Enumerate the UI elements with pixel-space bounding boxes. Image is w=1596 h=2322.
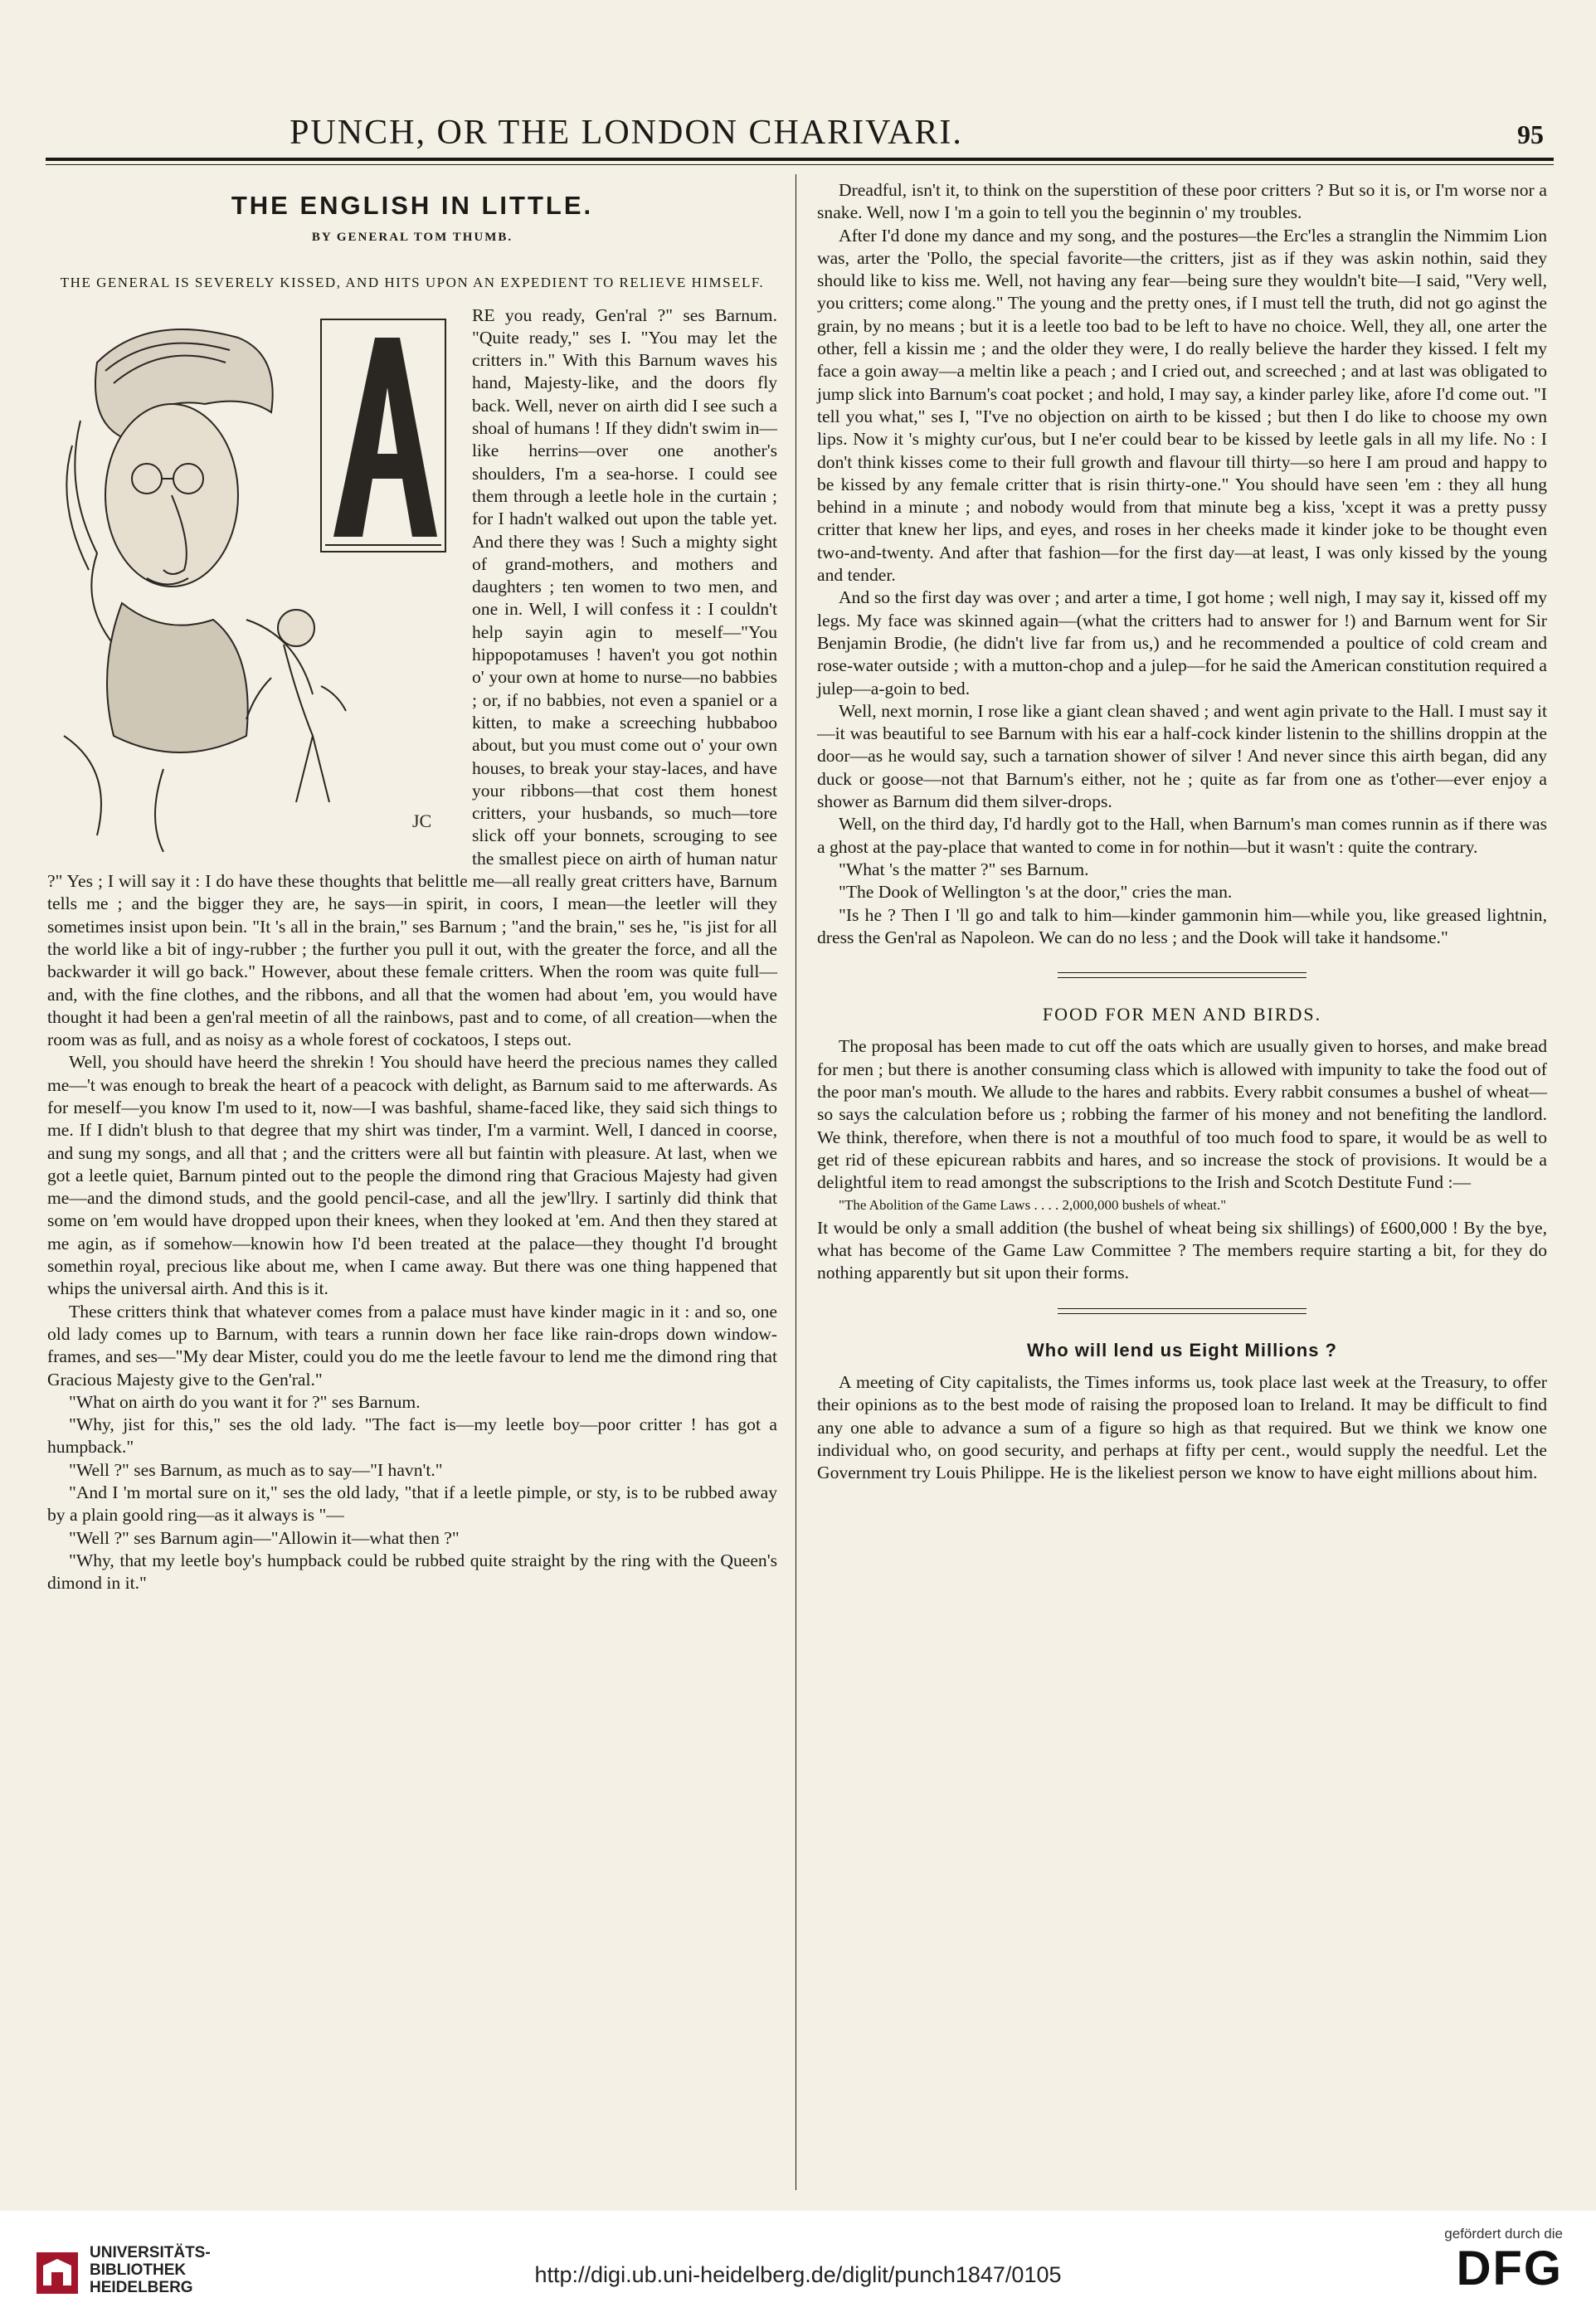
article-subhead: THE GENERAL IS SEVERELY KISSED, AND HITS UPON AN EXPEDIENT TO RELIEVE HIMSELF. [60,274,765,290]
newspaper-page [46,81,1554,2212]
page-number: 95 [1517,119,1544,149]
article-paragraph: "The Dook of Wellington 's at the door," cries the man. [839,882,1233,903]
article-paragraph: "Is he ? Then I 'll go and talk to him—kinder gammonin him—while you, like greased lightnin, dress the Gen'ral as Napoleon. We can do no less ; and the Dook will take it handsome." [817,904,1547,947]
article-paragraph: Well, you should have heerd the shrekin ! You should have heerd the precious names they called me—'t was enough to break the heart of a peacock with delight, as Barnum said to me afterwards. As for meself—you know I'm used to it, now—I was bashful, shame-faced like, they said sich things to me. If I didn't blush to that degree that my shirt was tinder, I'm a varmint. Well, I danced in coorse, and sung my songs, and all that ; and the critters were all but faintin with pleasure. At last, when we got a leetle quiet, Barnum pinted out to the people the dimond ring that Gracious Majesty had given me—and the dimond studs, and the goold pencil-case, and all the jew'llry. I sartinly did think that some on 'em would have dropped upon their knees, when they looked at 'em. And then they stared at me agin, as if somehow—knowin how I'd been treated at the palace—they thought I'd brought somethin royal, precious like about me, when I came away. But there was one thing happened that whips the universal airth. And this is it. [47,1052,777,1299]
article-paragraph: "Well ?" ses Barnum agin—"Allowin it—what then ?" [69,1527,460,1548]
article-paragraph: Well, on the third day, I'd hardly got to the Hall, when Barnum's man comes runnin as if there was a ghost at the pay-place that wanted to come in for nothin—but it wasn't : quite the contrary. [817,814,1547,857]
article-paragraph: After I'd done my dance and my song, and the postures—the Erc'les a stranglin the Nimmim Lion was, arter the 'Pollo, the special favorite—the critters, jist as if they was askin nothin, said they should like to kiss me. Well, not having any fear—being sure they wouldn't bite—I said, "Very well, you critters; come along." The young and the pretty ones, if I must tell the truth, did not go aginst the grain, by no means ; but it is a leetle too bad to be left to have no choice. Well, they all, one arter the other, fell a kissin me ; and the older they were, I do really believe the harder they kissed. I felt my face a goin away—a meltin like a peach ; and I cried out, and screeched ; and at last was obligated to jump slick into Barnum's coat pocket ; and hold, I may say, a kinder parley like, afore I'd come out. "I tell you what," ses I, "I've no objection on airth to be kissed ; but then I do like to choose my own lips. Now it 's mighty cur'ous, but I ne'er could bear to be kissed by leetle gals in all my life. No : I don't think kisses come to their full growth and flavour till thirty—so here I am proud and happy to be kissed by any female critter that is risin thirty-one." You should have seen 'em : they all hung behind in a minute ; and nobody would from that minute beg a kiss, 'xcept it was a pretty pussy critter that knew her lips, and eyes, and roses in her cheeks made it kinder joke to be thought even two-and-twenty. And after that fashion—for the first day—at least, I was only kissed by the young and tender. [817,225,1547,586]
header-rule-thin [46,164,1554,165]
article-paragraph: Well, next mornin, I rose like a giant clean shaved ; and went agin private to the Hall. I must say it—it was beautiful to see Barnum with his ear a half-cock kinder listenin to the shillins droppin at the door—as he would say, such a tarnation shower of silver ! And never since this airth began, did any duck or goose—not that Barnum's either, not he ; quite as far from one as t'other—ever enjoy a shower as Barnum did them silver-drops. [817,700,1547,812]
university-name-line: BIBLIOTHEK [90,2261,187,2279]
article-byline: BY GENERAL TOM THUMB. [311,231,513,245]
article-paragraph: These critters think that whatever comes from a palace must have kinder magic in it : and so, one old lady comes up to Barnum, with tears a runnin down her face like rain-drops down window-frames, and ses—"My dear Mister, could you do me the leetle favour to lend me the dimond ring that Gracious Majesty give to the Gen'ral." [47,1301,777,1390]
digitization-footer [0,2211,1596,2322]
article-paragraph: "What on airth do you want it for ?" ses Barnum. [69,1391,421,1412]
engraving-illustration [47,304,462,852]
quoted-line: "The Abolition of the Game Laws . . . . 2,000,000 bushels of wheat." [839,1197,1227,1214]
running-header [46,113,1554,163]
section-separator [1058,1308,1306,1314]
article-title: THE ENGLISH IN LITTLE. [231,191,594,220]
article-paragraph: It would be only a small addition (the bushel of wheat being six shillings) of £600,000 ! By the bye, what has become of the Game Law Committee ? The members require starting a bit, for they do nothing apparently but sit upon their forms. [817,1217,1547,1283]
illustration-woman-with-drop-cap [47,304,462,852]
section-separator [1058,972,1306,978]
section-title: Who will lend us Eight Millions ? [1027,1339,1337,1361]
article-paragraph: "Why, that my leetle boy's humpback could be rubbed quite straight by the ring with the Queen's dimond in it." [47,1550,777,1594]
section-title: FOOD FOR MEN AND BIRDS. [1042,1004,1322,1025]
source-url[interactable]: http://digi.ub.uni-heidelberg.de/diglit/punch1847/0105 [534,2262,1062,2287]
publication-title: PUNCH, OR THE LONDON CHARIVARI. [290,114,963,152]
article-paragraph: RE you ready, Gen'ral ?" ses Barnum. "Quite ready," ses I. "You may let the critters in." With this Barnum waves his hand, Majesty-like, and the doors fly back. Well, never on airth did I see such a shoal of humans ! If they didn't swim in—like herrins—over one another's shoulders, I'm a sea-horse. I could see them through a leetle hole in the curtain ; for I hadn't walked out upon the table yet. And there they was ! Such a mighty sight of grand-mothers, and mothers and daughters ; ten women to two men, and one in. Well, I will confess it : I couldn't help sayin agin to meself—"You hippopotamuses ! haven't you got nothin o' your own at home to nurse—no babbies ; or, if no babbies, not even a spaniel or a kitten, to make a screeching hubbaboo about, but you must come out o' your own houses, to break your stay-laces, and have your ribbons—that cost them honest critters, your husbands, so much—tore slick off your bonnets, scrouging to see the smallest piece on airth of human natur ?" Yes ; I will say it : I do have these thoughts that belittle me—all really great critters have, Barnum tells me ; and the bigger they are, he says—in spirit, in coors, I mean—the leetler will they sometimes insist upon bein. "It 's all in the brain," ses Barnum ; "and the brain," ses he, "is jist for all the world like a bit of ingy-rubber ; the further you pull it out, with the greater the force, and all the backwarder it will go back." However, about these female critters. When the room was quite full—and, with the fine clothes, and the ribbons, and all that the women had about 'em, you would have thought it had been a gen'ral meetin of all the rainbows, past and to come, of all creation—when the room was as full, and as noisy as a whole forest of cockatoos, I steps out. [47,304,777,1050]
article-paragraph: Dreadful, isn't it, to think on the superstition of these poor critters ? But so it is, or I'm worse nor a snake. Well, now I 'm a goin to tell you the beginnin o' my troubles. [817,180,1547,223]
article-paragraph: The proposal has been made to cut off the oats which are usually given to horses, and make bread for men ; but there is another consuming class which is allowed with impunity to take the food out of the poor man's mouth. We allude to the hares and rabbits. Every rabbit consumes a bushel of wheat—so says the calculation before us ; robbing the farmer of his money and not benefiting the landlord. We think, therefore, when there is not a mouthful of too much food to spare, it would be as well to get rid of these epicurean rabbits and hares, and so increase the stock of provisions. It would be a delightful item to read amongst the subscriptions to the Irish and Scotch Destitute Fund :— [817,1036,1547,1193]
university-name-line: HEIDELBERG [90,2279,193,2296]
article-paragraph: "What 's the matter ?" ses Barnum. [839,859,1089,879]
university-name-line: UNIVERSITÄTS- [90,2244,211,2261]
svg-text:JC: JC [412,810,432,831]
header-rule [46,158,1554,161]
article-paragraph: "Well ?" ses Barnum, as much as to say—"I havn't." [69,1459,443,1480]
article-paragraph: A meeting of City capitalists, the Times informs us, took place last week at the Treasury, to offer their opinions as to the best mode of raising the proposed loan to Ireland. It may be difficult to find any one able to advance a sum of a figure so high as that required. But we think we know one individual who, on good security, and perhaps at fifty per cent., would supply the needful. Let the Government try Louis Philippe. He is the likeliest person we know to have eight millions about him. [817,1371,1547,1483]
left-column [47,179,777,1595]
article-paragraph: And so the first day was over ; and arter a time, I got home ; well nigh, I may say it, kissed off my legs. My face was skinned again—(what the critters had to answer for !) and Barnum went for Sir Benjamin Brodie, (he didn't live far from us,) and he recommended a poultice of cold cream and rose-water outside ; with a mutton-chop and a julep—for he said the American constitution required a julep—a-goin to bed. [817,587,1547,699]
funding-note: gefördert durch die [1444,2226,1563,2242]
dfg-logo-icon: DFG [1456,2242,1563,2295]
article-paragraph: "And I 'm mortal sure on it," ses the old lady, "that if a leetle pimple, or sty, is to be rubbed away by a plain goold ring—as it always is "— [47,1482,777,1526]
funder-logo [1397,2226,1563,2295]
right-column [817,179,1547,1484]
article-paragraph: "Why, jist for this," ses the old lady. "The fact is—my leetle boy—poor critter ! has got a humpback." [47,1414,777,1458]
